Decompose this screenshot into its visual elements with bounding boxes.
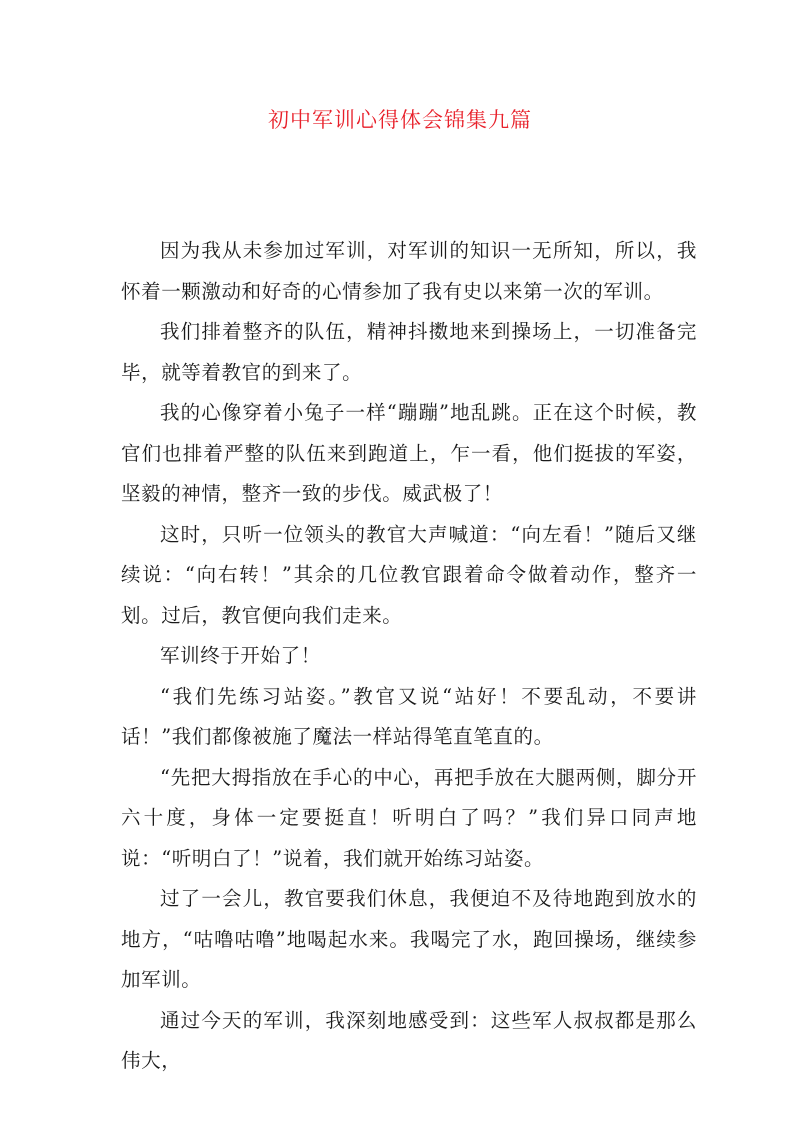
paragraph: 通过今天的军训，我深刻地感受到：这些军人叔叔都是那么伟大， bbox=[121, 1008, 697, 1072]
paragraph: 我的心像穿着小兔子一样“蹦蹦”地乱跳。正在这个时候，教官们也排着严整的队伍来到跑道上，乍一看，他们挺拔的军姿，坚毅的神情，整齐一致的步伐。威武极了！ bbox=[121, 401, 697, 505]
paragraph: “我们先练习站姿。”教官又说“站好！不要乱动，不要讲话！”我们都像被施了魔法一样站得笔直笔直的。 bbox=[121, 684, 697, 748]
paragraph: 我们排着整齐的队伍，精神抖擞地来到操场上，一切准备完毕，就等着教官的到来了。 bbox=[121, 320, 697, 384]
paragraph: 过了一会儿，教官要我们休息，我便迫不及待地跑到放水的地方，“咕噜咕噜”地喝起水来。我喝完了水，跑回操场，继续参加军训。 bbox=[121, 887, 697, 991]
paragraph: 因为我从未参加过军训，对军训的知识一无所知，所以，我怀着一颗激动和好奇的心情参加了我有史以来第一次的军训。 bbox=[121, 239, 697, 303]
document-title: 初中军训心得体会锦集九篇 bbox=[268, 108, 532, 132]
paragraph: 这时，只听一位领头的教官大声喊道：“向左看！”随后又继续说：“向右转！”其余的几位教官跟着命令做着动作，整齐一划。过后，教官便向我们走来。 bbox=[121, 522, 697, 627]
document-body bbox=[121, 231, 697, 1082]
paragraph: “先把大拇指放在手心的中心，再把手放在大腿两侧，脚分开六十度，身体一定要挺直！听明白了吗？”我们异口同声地说：“听明白了！”说着，我们就开始练习站姿。 bbox=[121, 765, 697, 870]
paragraph: 军训终于开始了！ bbox=[160, 644, 321, 667]
